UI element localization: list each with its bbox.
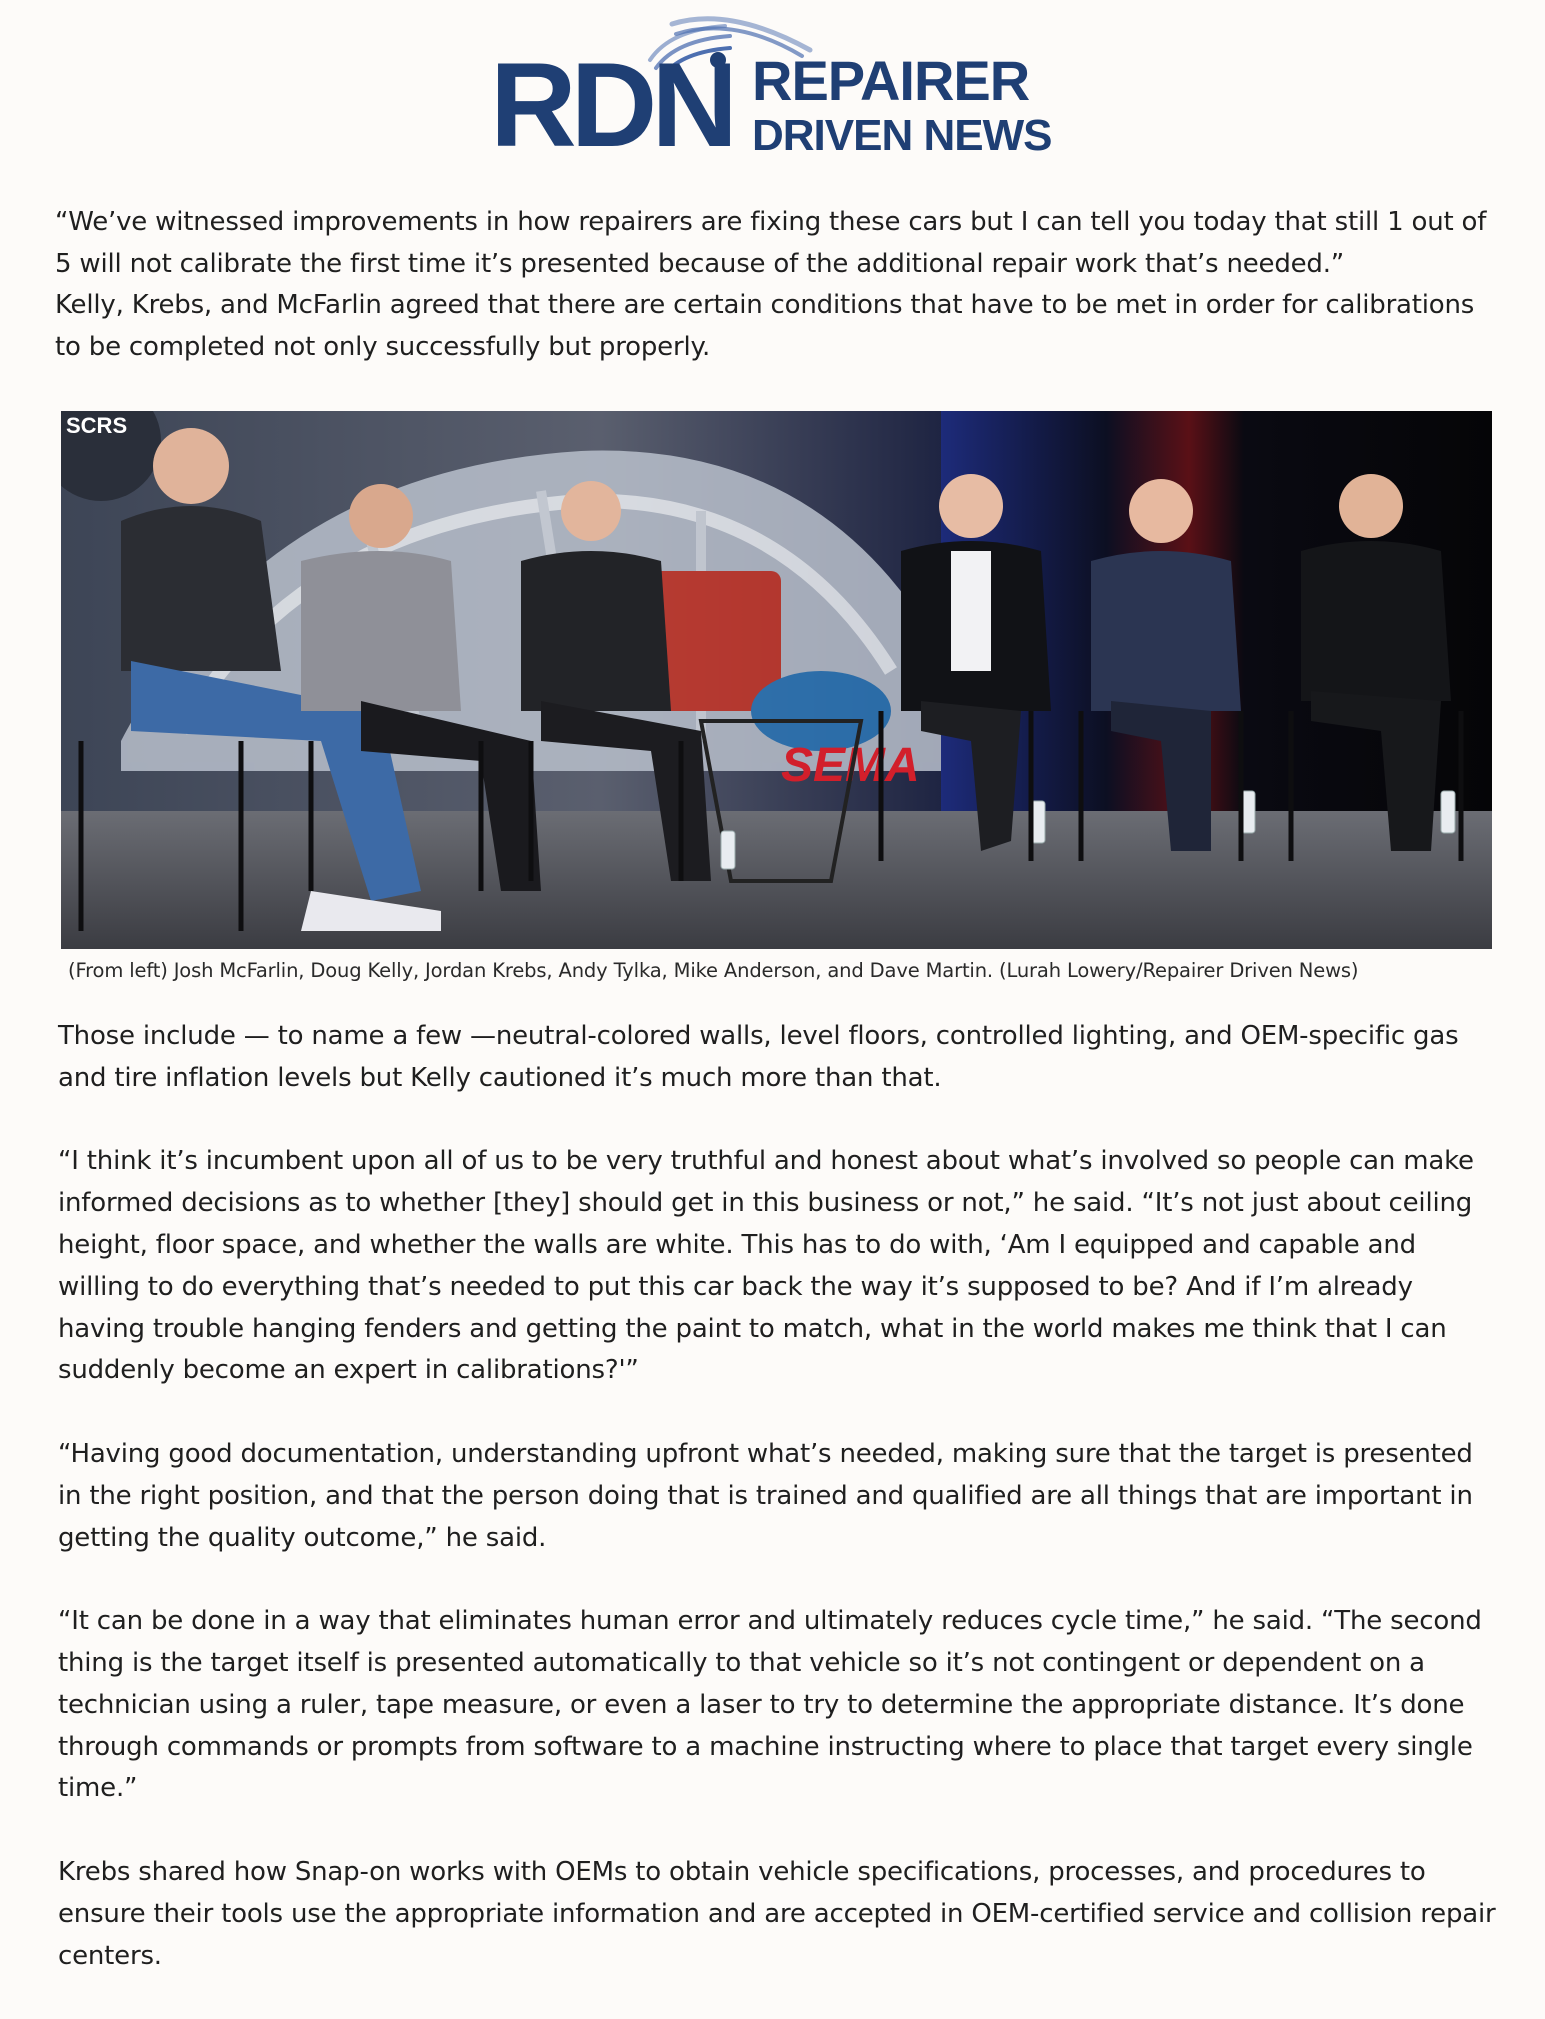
body-paragraph-1: Those include — to name a few —neutral-colored walls, level floors, controlled lighting, and OEM-specific gas and tire inflation levels but Kelly cautioned it’s much more than that. [58,1021,1459,1093]
svg-text:SCRS: SCRS [66,413,128,438]
body-paragraph-3: “Having good documentation, understanding upfront what’s needed, making sure that the target is presented in the right position, and that the person doing that is trained and qualified are all things that are important in getting the quality outcome,” he said. [58,1438,1473,1553]
svg-text:SEMA: SEMA [781,739,920,792]
body-paragraph-2: “I think it’s incumbent upon all of us to be very truthful and honest about what’s involved so people can make informed decisions as to whether [they] should get in this business or not,” he said. “It’s not just about ceiling height, floor space, and whether the walls are white. This has to do with, ‘Am I equipped and capable and willing to do everything that’s needed to put this car back the way it’s supposed to be? And if I’m already having trouble hanging fenders and getting the paint to match, what in the world makes me think that I can suddenly become an expert in calibrations?'” [58,1146,1474,1386]
logo-line-2: DRIVEN NEWS [752,111,1052,160]
panel-photo [61,411,1492,949]
intro-paragraph-1: “We’ve witnessed improvements in how repairers are fixing these cars but I can tell you today that still 1 out of 5 will not calibrate the first time it’s presented because of the additional repair work that’s needed.” [55,207,1487,279]
panel-discussion-image [61,411,1492,949]
photo-caption: (From left) Josh McFarlin, Doug Kelly, Jordan Krebs, Andy Tylka, Mike Anderson, and Dave Martin. (Lurah Lowery/Repairer Driven News) [68,959,1359,982]
body-paragraph-4: “It can be done in a way that eliminates human error and ultimately reduces cycle time,” he said. “The second thing is the target itself is presented automatically to that vehicle so it’s not contingent or dependent on a technician using a ruler, tape measure, or even a laser to try to determine the appropriate distance. It’s done through commands or prompts from software to a machine instructing where to place that target every single time.” [58,1606,1482,1804]
rdn-logo[interactable] [480,8,1080,168]
body-paragraph-5: Krebs shared how Snap-on works with OEMs to obtain vehicle specifications, processes, and procedures to ensure their tools use the appropriate information and are accepted in OEM-certified service and collision repair centers. [58,1856,1496,1971]
article-body [58,1016,1503,2019]
intro-paragraph-2: Kelly, Krebs, and McFarlin agreed that there are certain conditions that have to be met in order for calibrations to be completed not only successfully but properly. [55,290,1475,362]
masthead [0,0,1545,170]
logo-letters: RDN [490,38,732,168]
article-intro [55,202,1500,368]
logo-line-1: REPAIRER [752,49,1030,112]
